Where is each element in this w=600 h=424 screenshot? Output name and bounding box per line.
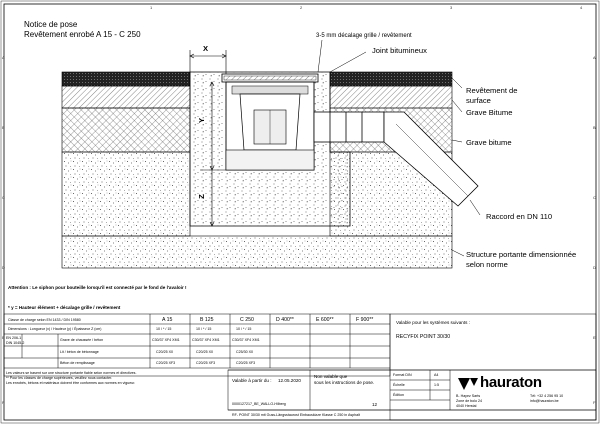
valid-from-date: 12.05.2020: [278, 378, 301, 383]
table-header-c250: C 250: [240, 317, 254, 323]
table-row-label: Grave de chaussée / béton: [60, 338, 104, 342]
attention-note: Attention : Le siphon pour bouteille lorsqu'il est connecté par le fond de l'avaloir !: [8, 285, 187, 290]
table-row-label: Dimensions : Longueur (x) / Hauteur (y) / Épaisseur Z (cm): [8, 327, 102, 331]
applies-label: Valable pour les systèmes suivants :: [396, 320, 470, 325]
table-row-label: Béton de remplissage: [60, 361, 95, 365]
table-cell: C20/25 XF3: [236, 361, 256, 365]
dimension-y-label: Y: [197, 117, 207, 124]
table-header-a15: A 15: [162, 317, 173, 323]
border-number: 3: [450, 5, 453, 10]
format-label: Format DIN: [393, 373, 412, 377]
table-header-e600: E 600**: [316, 317, 334, 323]
border-letter: E: [2, 335, 5, 340]
border-letter: C: [2, 195, 5, 200]
sheet-subtitle: Revêtement enrobé A 15 - C 250: [24, 30, 141, 39]
document-number: 0000127217_BE_WALLO-Hilberg: [232, 402, 286, 406]
grave-bitume-upper-label: Grave Bitume: [466, 108, 513, 117]
table-header-f900: F 900**: [356, 317, 374, 323]
structure-label-line2: selon norme: [466, 260, 508, 269]
scale-label: Échelle: [393, 383, 405, 387]
border-letter: F: [593, 400, 596, 405]
page-number: 12: [372, 402, 378, 407]
table-cell: 10 / * / 15: [156, 327, 172, 331]
row-code-en206: EN 206-1: [6, 336, 22, 340]
table-cell: C20/25 X0: [196, 350, 213, 354]
sheet-title: Notice de pose: [24, 20, 78, 29]
table-cell: C30/37 XF4 XM1: [232, 338, 260, 342]
system-name: RECYFIX POINT 30/30: [396, 334, 451, 340]
address-line: Zone de bolo 24: [456, 399, 482, 403]
border-letter: C: [593, 195, 596, 200]
table-cell: C25/30 X0: [236, 350, 253, 354]
border-letter: A: [2, 55, 5, 60]
border-letter: B: [2, 125, 5, 130]
table-cell: C30/37 XF4 XM1: [192, 338, 220, 342]
point-drain-body: [222, 74, 318, 170]
contact-email: info@hauraton.be: [530, 399, 559, 403]
valid-from-label: Valable à partir du :: [232, 378, 272, 383]
hauraton-logo-mark: [458, 378, 478, 390]
joint-label: Joint bitumineux: [372, 46, 427, 55]
table-cell: 10 / * / 15: [236, 327, 252, 331]
validity-note-line2: sous les instructions de pose.: [314, 380, 375, 385]
legend-note: * y = Hauteur élément + décalage grille / revêtement: [8, 305, 121, 310]
contact-phone: Tél: +32 4 256 95 10: [530, 394, 564, 398]
surface-label-line2: surface: [466, 96, 491, 105]
gap-label: 3-5 mm décalage grille / revêtement: [316, 33, 412, 39]
border-letter: D: [593, 265, 596, 270]
table-cell: 10 / * / 15: [196, 327, 212, 331]
subbase-layer: [62, 236, 452, 268]
address-line: B- Hayez Sarts: [456, 394, 481, 398]
row-code-din1045: DIN 1045-2: [6, 341, 25, 345]
table-footnote: ** Pour les classes de charge supérieures, veuillez nous contacter.: [6, 376, 113, 380]
drawing-reference: RF- POINT 30/30 mit Guss-Längsstaurost Einbauskizze Klasse C 250 in Asphalt: [232, 413, 360, 417]
border-letter: D: [2, 265, 5, 270]
border-number: 4: [580, 5, 583, 10]
pavement-layers-left: [62, 72, 190, 236]
table-header-b125: B 125: [200, 317, 214, 323]
raccord-label: Raccord en DN 110: [486, 212, 553, 221]
edition-label: Édition: [393, 393, 404, 397]
border-number: 1: [150, 5, 153, 10]
surface-label-line1: Revêtement de: [466, 86, 518, 95]
grave-bitume-lower-label: Grave bitume: [466, 138, 512, 147]
dimension-x-label: X: [203, 44, 209, 53]
border-letter: A: [593, 55, 596, 60]
scale-value: 1:5: [434, 383, 439, 387]
format-value: A4: [434, 373, 439, 377]
brand-name: hauraton: [480, 374, 542, 391]
structure-label-line1: Structure portante dimensionnée: [466, 250, 577, 259]
table-cell: C30/37 XF4 XM1: [152, 338, 180, 342]
border-letter: F: [2, 400, 5, 405]
table-row-label: Lit / béton de bétonnage: [60, 350, 99, 354]
table-footnote: Les enrobés, bétons et matériaux doivent être conformes aux normes en vigueur.: [6, 381, 136, 385]
border-letter: E: [593, 335, 596, 340]
table-cell: C20/25 X0: [156, 350, 173, 354]
border-letter: B: [593, 125, 596, 130]
address-line: 4040 Herstal: [456, 404, 477, 408]
table-cell: C20/25 XF3: [196, 361, 216, 365]
table-cell: C20/25 XF3: [156, 361, 176, 365]
validity-note-line1: Non valable que: [314, 374, 348, 379]
dimension-z-label: Z: [196, 194, 206, 199]
table-footnote: Les valeurs se basent sur une structure portante fiable selon normes et directives.: [6, 371, 137, 375]
table-header-d400: D 400**: [276, 317, 294, 323]
table-header-label: Classe de charge selon EN 1433 / DIN 19580: [8, 318, 81, 322]
border-number: 2: [300, 5, 303, 10]
spec-table-grid: [4, 314, 390, 376]
